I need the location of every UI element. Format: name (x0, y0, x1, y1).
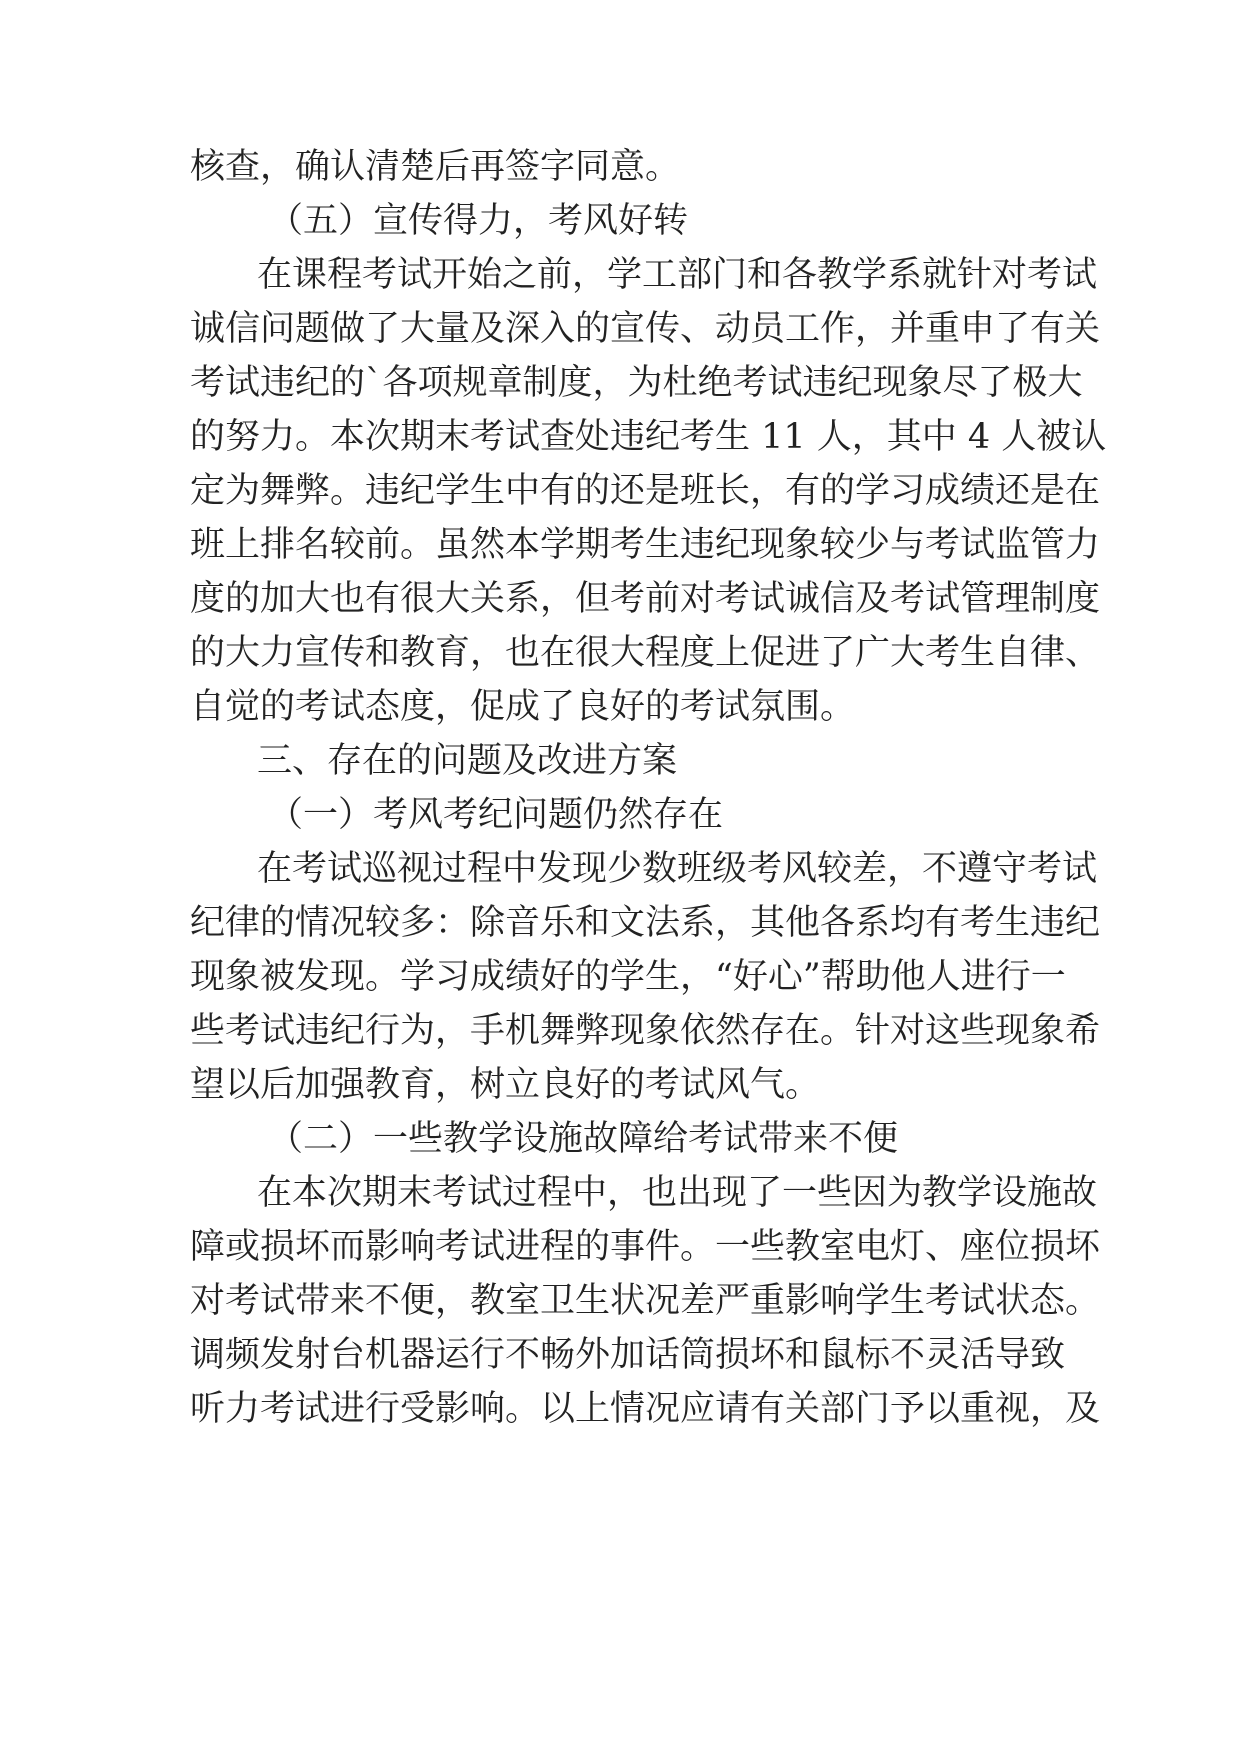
paragraph-line: 调频发射台机器运行不畅外加话筒损坏和鼠标不灵活导致 (190, 1335, 1066, 1375)
paragraph-line: 望以后加强教育，树立良好的考试风气。 (190, 1065, 821, 1105)
paragraph-line: 自觉的考试态度，促成了良好的考试氛围。 (190, 687, 856, 727)
paragraph-line: 班上排名较前。虽然本学期考生违纪现象较少与考试监管力 (190, 525, 1101, 565)
paragraph-line: 定为舞弊。违纪学生中有的还是班长，有的学习成绩还是在 (190, 471, 1101, 511)
paragraph-line: 些考试违纪行为，手机舞弊现象依然存在。针对这些现象希 (190, 1011, 1101, 1051)
paragraph-line: 障或损坏而影响考试进程的事件。一些教室电灯、座位损坏 (190, 1227, 1101, 1267)
paragraph-line: 的大力宣传和教育，也在很大程度上促进了广大考生自律、 (190, 633, 1101, 673)
paragraph-line: 考试违纪的`各项规章制度，为杜绝考试违纪现象尽了极大 (190, 363, 1083, 403)
paragraph-line: 对考试带来不便，教室卫生状况差严重影响学生考试状态。 (190, 1281, 1101, 1321)
paragraph-line: 度的加大也有很大关系，但考前对考试诚信及考试管理制度 (190, 579, 1101, 619)
paragraph-line: 核查，确认清楚后再签字同意。 (190, 147, 681, 187)
paragraph-line: 的努力。本次期末考试查处违纪考生 11 人，其中 4 人被认 (190, 417, 1107, 457)
paragraph-line: 诚信问题做了大量及深入的宣传、动员工作，并重申了有关 (190, 309, 1101, 349)
paragraph-line: 在考试巡视过程中发现少数班级考风较差，不遵守考试 (257, 849, 1098, 889)
paragraph-line: 听力考试进行受影响。以上情况应请有关部门予以重视，及 (190, 1389, 1101, 1429)
paragraph-line: 现象被发现。学习成绩好的学生，“好心”帮助他人进行一 (190, 957, 1066, 997)
paragraph-line: 纪律的情况较多：除音乐和文法系，其他各系均有考生违纪 (190, 903, 1101, 943)
paragraph-line: 在课程考试开始之前，学工部门和各教学系就针对考试 (257, 255, 1098, 295)
subsection-heading: （五）宣传得力，考风好转 (268, 201, 689, 241)
paragraph-line: 在本次期末考试过程中，也出现了一些因为教学设施故 (257, 1173, 1098, 1213)
section-heading: 三、存在的问题及改进方案 (257, 741, 678, 781)
subsection-heading: （一）考风考纪问题仍然存在 (268, 795, 724, 835)
subsection-heading: （二）一些教学设施故障给考试带来不便 (268, 1119, 899, 1159)
